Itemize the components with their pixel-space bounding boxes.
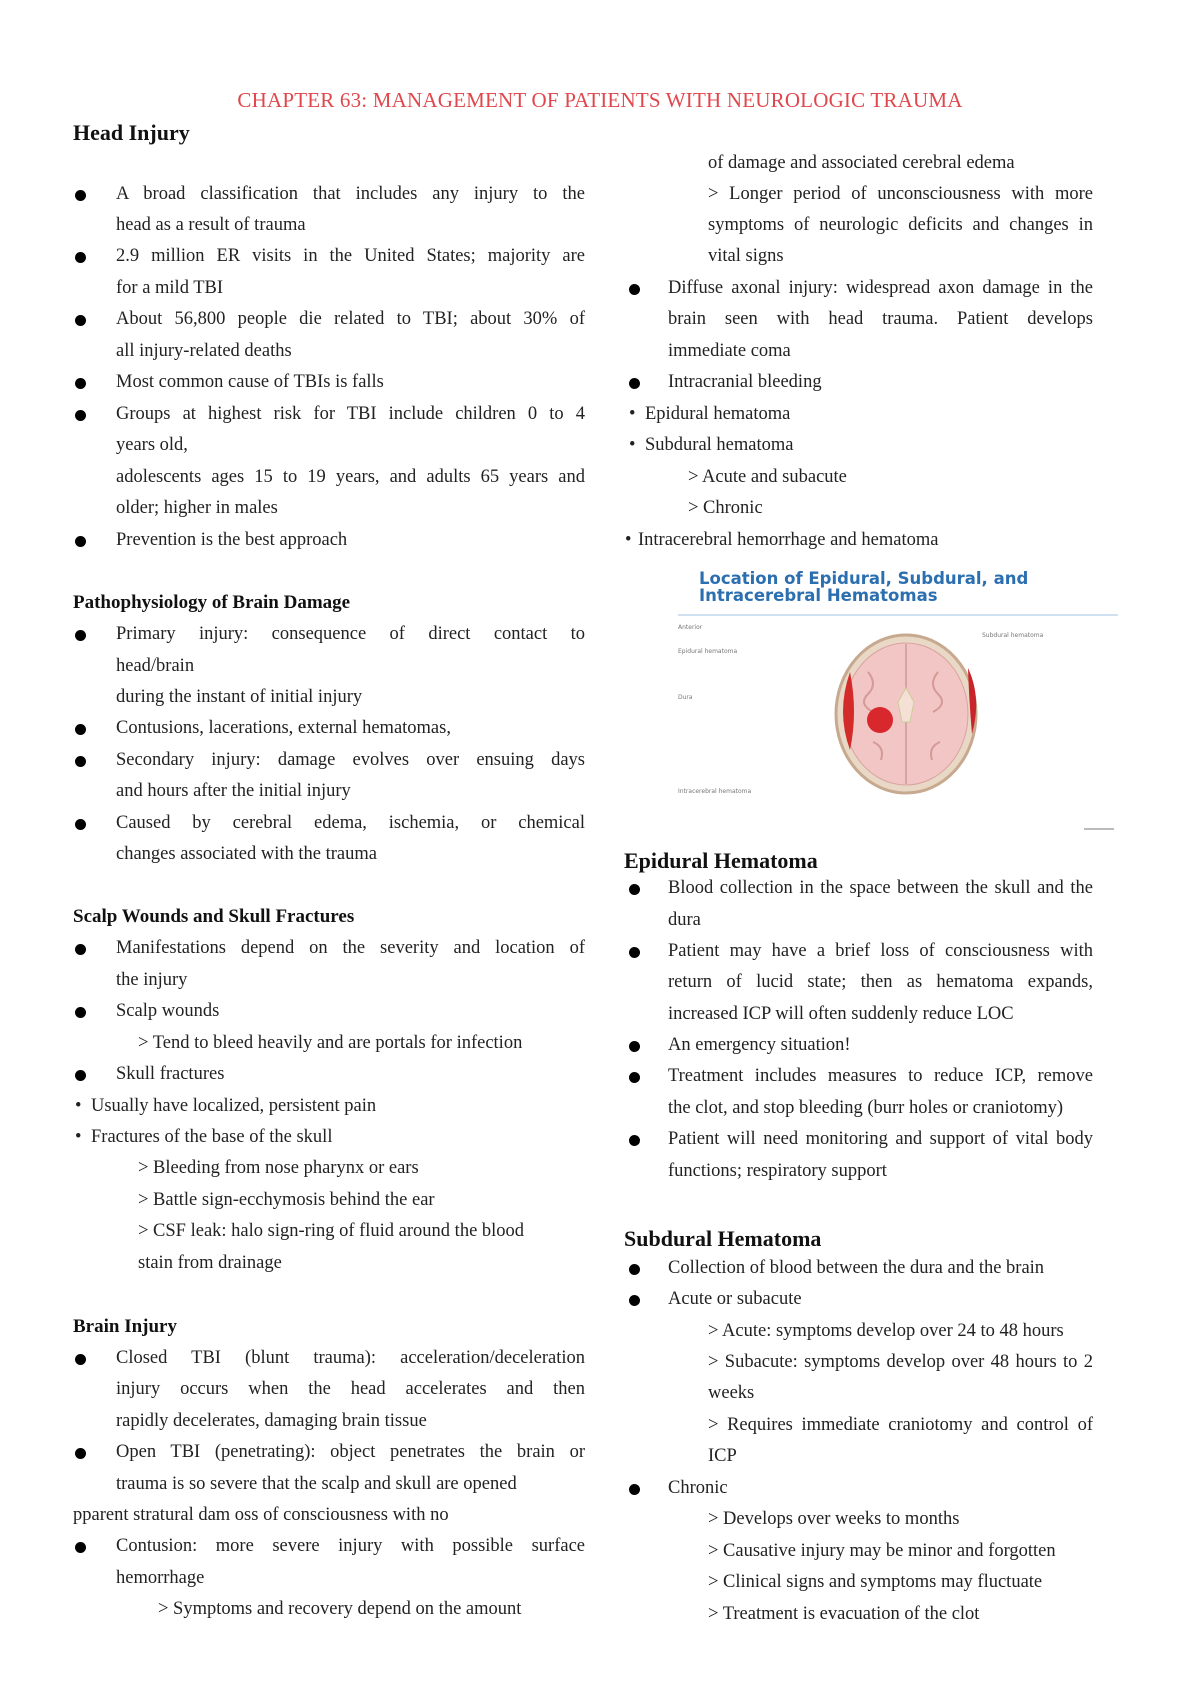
bullet-icon (75, 630, 86, 641)
bullet-text: for a mild TBI (116, 278, 224, 298)
bullet-text: Primary injury: consequence of direct contact to (116, 624, 585, 644)
bullet-text: immediate coma (668, 341, 791, 361)
figure-title-line: Intracerebral Hematomas (699, 586, 938, 605)
bullet-icon (629, 1135, 640, 1146)
sub-item: > Acute: symptoms develop over 24 to 48 hours (708, 1321, 1064, 1341)
bullet-text: Blood collection in the space between the skull and the (668, 878, 1093, 898)
bullet-text: Treatment includes measures to reduce ICP, remove (668, 1066, 1093, 1086)
bullet-text: Most common cause of TBIs is falls (116, 372, 384, 392)
bullet-text: Caused by cerebral edema, ischemia, or chemical (116, 813, 585, 833)
continued-text: of damage and associated cerebral edema (708, 153, 1015, 173)
bullet-text: Patient will need monitoring and support of vital body (668, 1129, 1093, 1149)
bullet-icon (629, 378, 640, 389)
bullet-text: Diffuse axonal injury: widespread axon damage in the (668, 278, 1093, 298)
bullet-text: return of lucid state; then as hematoma expands, (668, 972, 1093, 992)
bullet-text: Contusions, lacerations, external hematomas, (116, 718, 451, 738)
bullet-icon (75, 724, 86, 735)
bullet-icon (75, 410, 86, 421)
bullet-text: An emergency situation! (668, 1035, 851, 1055)
sub-item: symptoms of neurologic deficits and changes in (708, 215, 1093, 235)
sub-item: > Causative injury may be minor and forgotten (708, 1541, 1056, 1561)
bullet-text: and hours after the initial injury (116, 781, 351, 801)
bullet-text: older; higher in males (116, 498, 278, 518)
section-heading-subdural: Subdural Hematoma (624, 1226, 822, 1251)
bullet-text: A broad classification that includes any injury to the (116, 184, 585, 204)
bullet-icon (629, 284, 640, 295)
bullet-icon (75, 1070, 86, 1081)
bullet-text: Skull fractures (116, 1064, 225, 1084)
label-subdural: Subdural hematoma (982, 632, 1044, 639)
sub-item: > Chronic (688, 498, 763, 518)
bullet-icon (75, 1448, 86, 1459)
bullet-icon (629, 947, 640, 958)
bullet-text: the clot, and stop bleeding (burr holes or craniotomy) (668, 1098, 1064, 1118)
bullet-text: trauma is so severe that the scalp and skull are opened (116, 1474, 517, 1494)
label-anterior: Anterior (678, 624, 703, 631)
section-heading-epidural: Epidural Hematoma (624, 848, 818, 873)
label-intracerebral: Intracerebral hematoma (678, 788, 752, 795)
bullet-text: increased ICP will often suddenly reduce LOC (668, 1004, 1014, 1024)
sub-item: > Tend to bleed heavily and are portals for infection (138, 1033, 523, 1053)
bullet-icon (75, 1007, 86, 1018)
bullet-icon (629, 1041, 640, 1052)
small-bullet-icon: • (75, 1096, 82, 1116)
bullet-text: Collection of blood between the dura and the brain (668, 1258, 1045, 1278)
small-bullet-icon: • (629, 435, 636, 455)
bullet-text: Contusion: more severe injury with possible surface (116, 1536, 585, 1556)
sub-item: > Longer period of unconsciousness with more (708, 184, 1093, 204)
bullet-text: hemorrhage (116, 1568, 205, 1588)
sub-item: > Bleeding from nose pharynx or ears (138, 1158, 419, 1178)
section-heading-head-injury: Head Injury (73, 120, 190, 145)
bullet-text: injury occurs when the head accelerates and then (116, 1379, 585, 1399)
sub-item: > CSF leak: halo sign-ring of fluid around the blood (138, 1221, 525, 1241)
bullet-text: dura (668, 910, 701, 930)
bullet-icon (75, 536, 86, 547)
section-heading-scalp-skull: Scalp Wounds and Skull Fractures (73, 906, 355, 927)
bullet-icon (75, 190, 86, 201)
sub-bullet-text: Subdural hematoma (645, 435, 794, 455)
bullet-text: Acute or subacute (668, 1289, 802, 1309)
small-bullet-icon: • (625, 530, 632, 550)
sub-item: > Develops over weeks to months (708, 1509, 960, 1529)
bullet-text: years old, (116, 435, 188, 455)
bullet-text: the injury (116, 970, 188, 990)
brain-cross-section-illustration (828, 632, 978, 797)
bullet-icon (75, 252, 86, 263)
sub-item: vital signs (708, 246, 784, 266)
bullet-text: Manifestations depend on the severity and location of (116, 938, 585, 958)
bullet-icon (629, 1264, 640, 1275)
small-bullet-icon: • (75, 1127, 82, 1147)
sub-item: stain from drainage (138, 1253, 282, 1273)
sub-item: > Symptoms and recovery depend on the amount (158, 1599, 522, 1619)
sub-item: > Treatment is evacuation of the clot (708, 1604, 980, 1624)
bullet-text: Patient may have a brief loss of consciousness with (668, 941, 1093, 961)
bullet-icon (629, 1072, 640, 1083)
bullet-icon (629, 1295, 640, 1306)
bullet-text: changes associated with the trauma (116, 844, 377, 864)
bullet-text: rapidly decelerates, damaging brain tissue (116, 1411, 427, 1431)
bullet-icon (75, 756, 86, 767)
hematoma-location-figure (678, 570, 1118, 832)
bullet-text: brain seen with head trauma. Patient develops (668, 309, 1093, 329)
bullet-icon (629, 884, 640, 895)
sub-bullet-text: Epidural hematoma (645, 404, 791, 424)
bullet-icon (75, 315, 86, 326)
figure-divider (678, 614, 1118, 616)
sub-bullet-text: Intracerebral hemorrhage and hematoma (638, 530, 939, 550)
sub-bullet-text: Usually have localized, persistent pain (91, 1096, 377, 1116)
sub-bullet-text: Fractures of the base of the skull (91, 1127, 333, 1147)
sub-item: weeks (708, 1383, 755, 1403)
figure-title-line: Location of Epidural, Subdural, and (699, 569, 1029, 588)
bullet-text: Prevention is the best approach (116, 530, 348, 550)
stray-text: pparent stratural dam oss of consciousness with no (73, 1505, 449, 1525)
sub-item: > Battle sign-ecchymosis behind the ear (138, 1190, 435, 1210)
bullet-icon (629, 1484, 640, 1495)
bullet-icon (75, 1354, 86, 1365)
sub-item: > Clinical signs and symptoms may fluctuate (708, 1572, 1043, 1592)
page-title: CHAPTER 63: MANAGEMENT OF PATIENTS WITH NEUROLOGIC TRAUMA (237, 88, 963, 112)
label-epidural: Epidural hematoma (678, 648, 738, 655)
sub-item: ICP (708, 1446, 737, 1466)
bullet-text: Chronic (668, 1478, 728, 1498)
bullet-icon (75, 819, 86, 830)
section-heading-pathophysiology: Pathophysiology of Brain Damage (73, 592, 351, 613)
bullet-text: Open TBI (penetrating): object penetrates the brain or (116, 1442, 585, 1462)
bullet-text: Closed TBI (blunt trauma): acceleration/deceleration (116, 1348, 585, 1368)
bullet-text: Intracranial bleeding (668, 372, 822, 392)
bullet-text: adolescents ages 15 to 19 years, and adults 65 years and (116, 467, 585, 487)
bullet-text: Groups at highest risk for TBI include children 0 to 4 (116, 404, 585, 424)
bullet-text: all injury-related deaths (116, 341, 292, 361)
label-dura: Dura (678, 694, 693, 701)
sub-item: > Subacute: symptoms develop over 48 hours to 2 (708, 1352, 1093, 1372)
bullet-text: About 56,800 people die related to TBI; about 30% of (116, 309, 585, 329)
bullet-text: head/brain (116, 656, 195, 676)
sub-item: > Acute and subacute (688, 467, 847, 487)
section-heading-brain-injury: Brain Injury (73, 1316, 177, 1337)
figure-title (699, 570, 1028, 604)
bullet-text: Secondary injury: damage evolves over ensuing days (116, 750, 585, 770)
bullet-icon (75, 378, 86, 389)
bullet-text: during the instant of initial injury (116, 687, 363, 707)
figure-corner-mark (1084, 828, 1114, 830)
bullet-text: functions; respiratory support (668, 1161, 887, 1181)
bullet-text: head as a result of trauma (116, 215, 306, 235)
bullet-text: 2.9 million ER visits in the United States; majority are (116, 246, 585, 266)
bullet-icon (75, 944, 86, 955)
small-bullet-icon: • (629, 404, 636, 424)
sub-item: > Requires immediate craniotomy and control of (708, 1415, 1093, 1435)
bullet-icon (75, 1542, 86, 1553)
bullet-text: Scalp wounds (116, 1001, 220, 1021)
